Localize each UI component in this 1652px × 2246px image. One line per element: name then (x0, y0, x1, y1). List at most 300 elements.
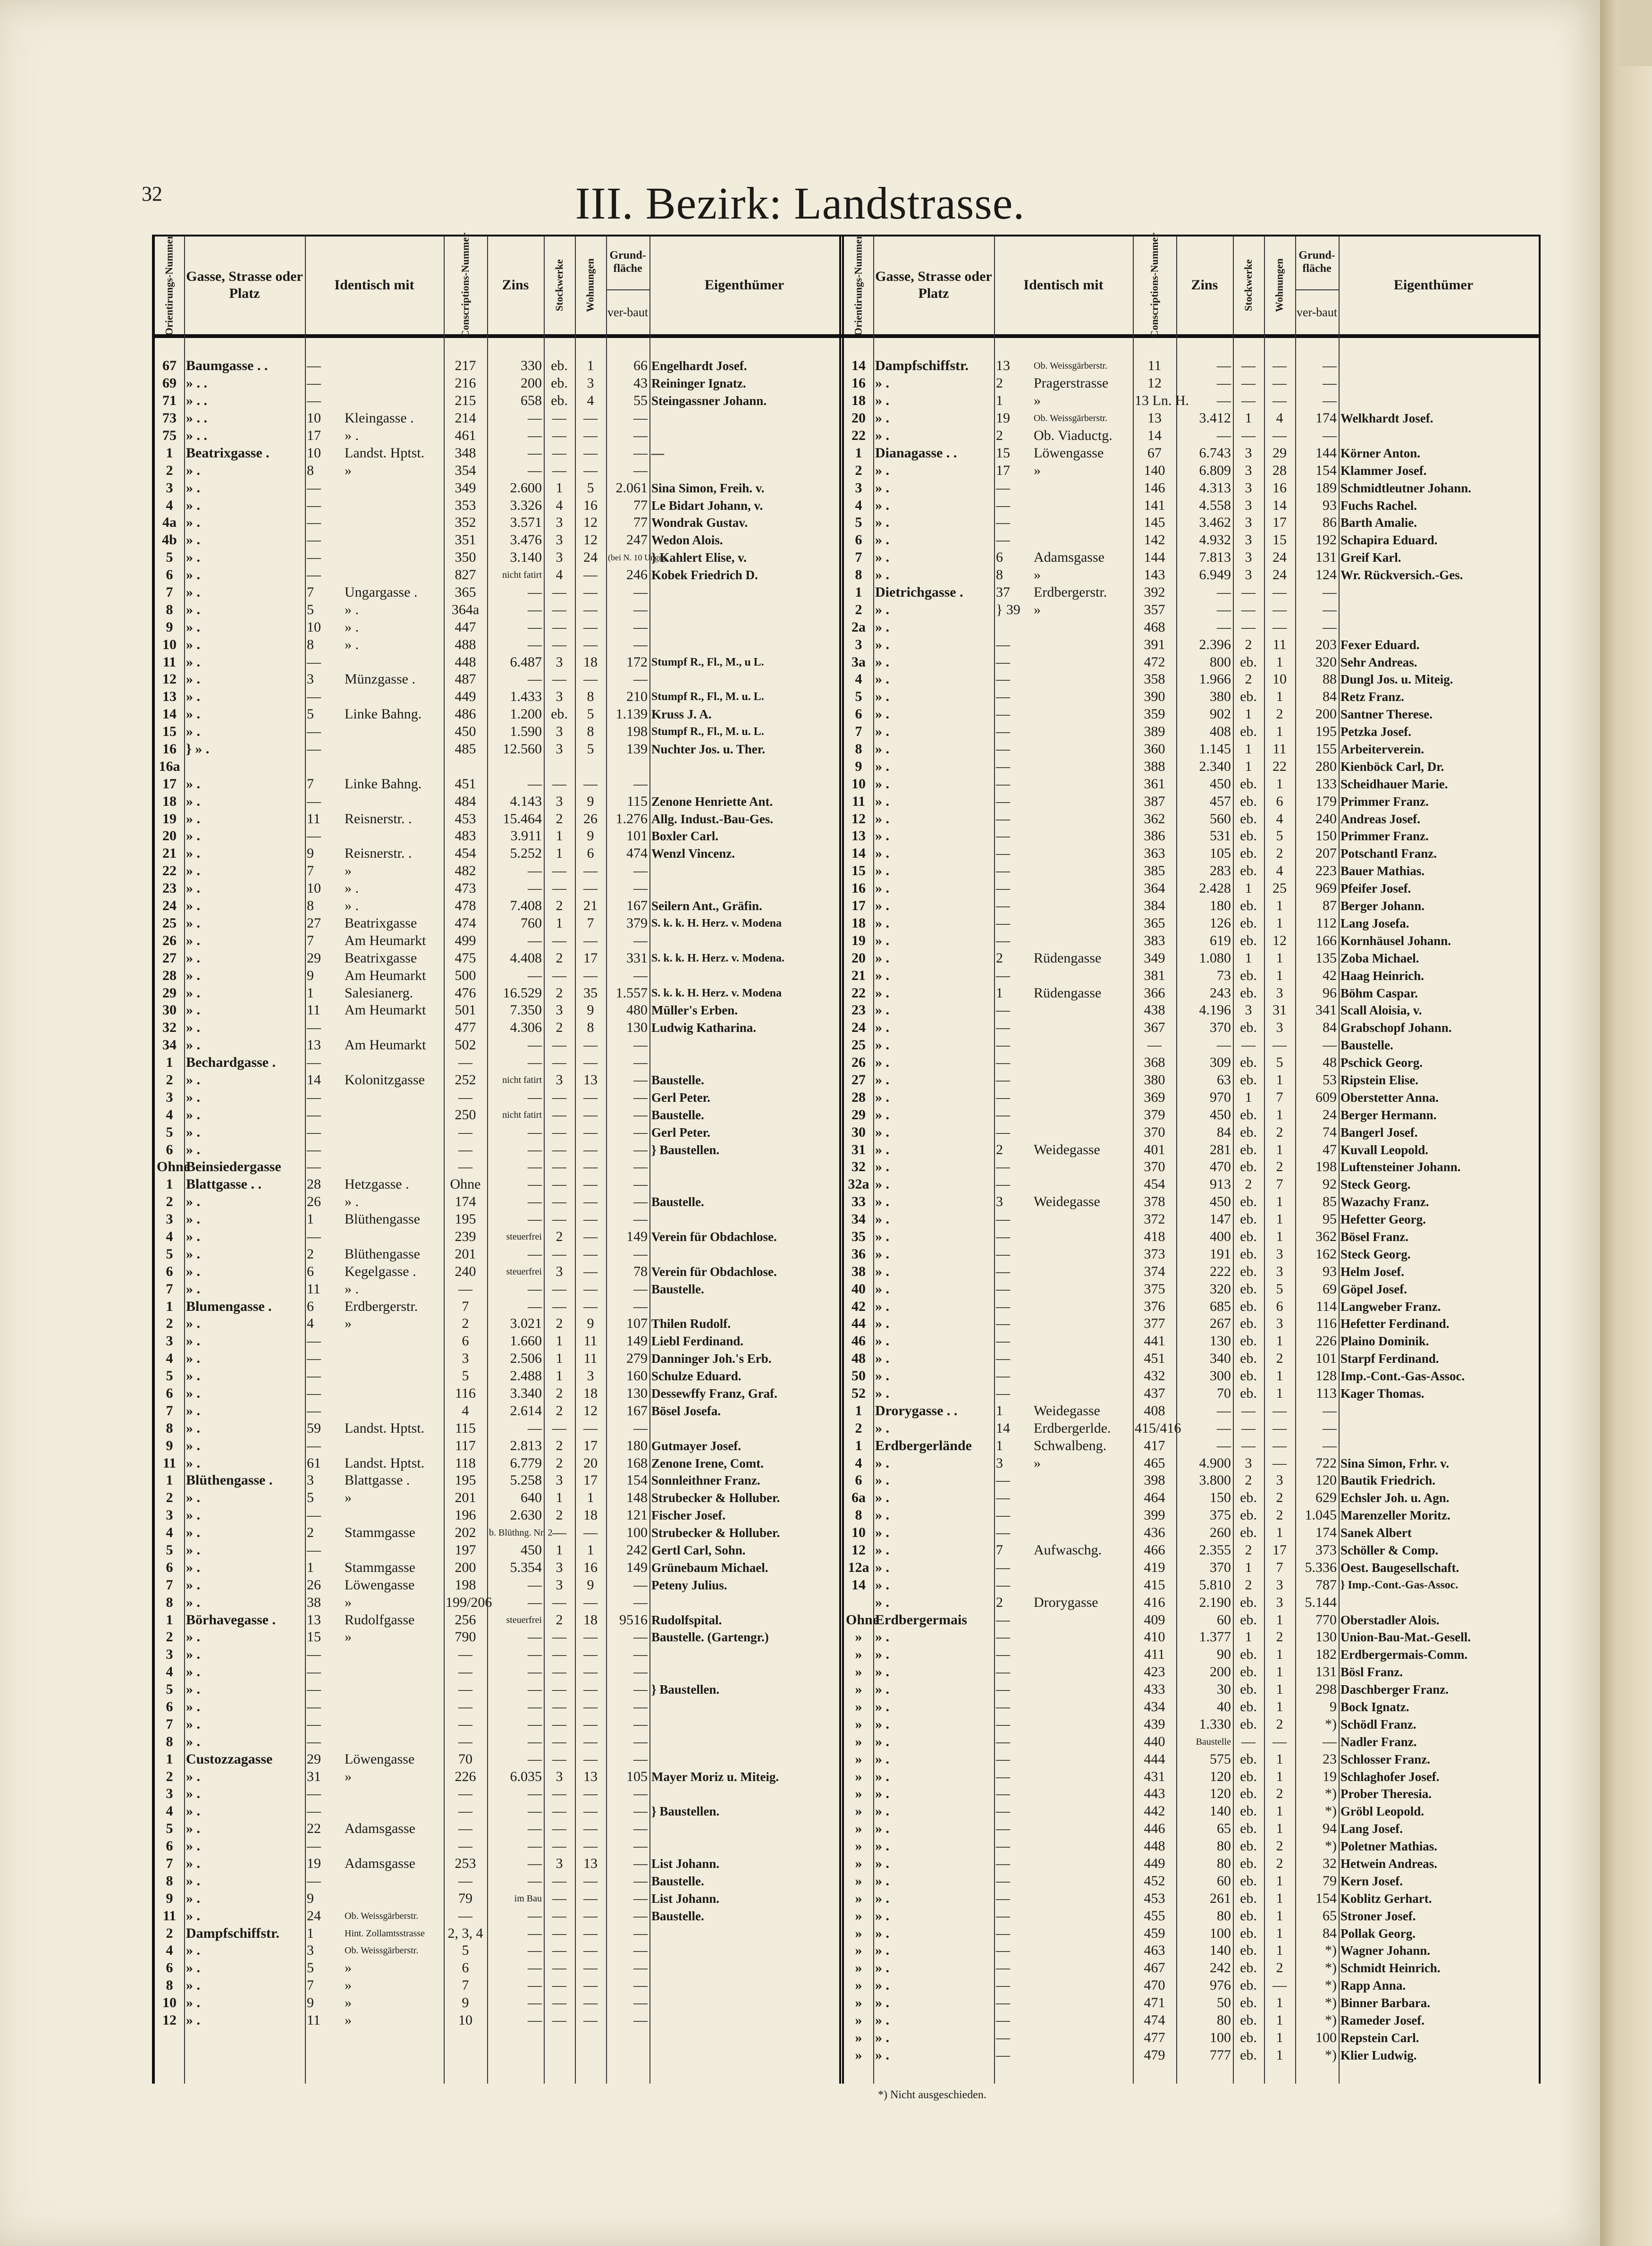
table-row (155, 1524, 839, 1542)
table-cell: 126 (1210, 915, 1231, 931)
table-cell: 502 (455, 1037, 476, 1053)
table-cell: — (996, 1559, 1010, 1575)
table-cell (1032, 1925, 1133, 1942)
table-cell: — (583, 1942, 598, 1959)
table-row (155, 2012, 839, 2029)
table-cell (649, 584, 839, 601)
table-cell: — (528, 1681, 542, 1697)
table-cell: 246 (626, 567, 648, 583)
table-cell: 6 (166, 1838, 173, 1854)
table-row (844, 1089, 1528, 1106)
table-cell: 2 (996, 375, 1003, 391)
table-cell: » . (875, 1960, 889, 1976)
table-cell: eb. (1240, 1194, 1257, 1210)
table-cell: Helm Josef. (1340, 1264, 1404, 1279)
table-cell: Wazachy Franz. (1340, 1195, 1429, 1209)
table-cell: 5 (1276, 1281, 1283, 1297)
table-cell: 330 (521, 358, 542, 374)
table-cell: 29 (851, 1106, 866, 1123)
table-cell: — (528, 1733, 542, 1749)
table-row (844, 532, 1528, 549)
table-cell: 3.476 (510, 532, 542, 548)
table-cell: 1 (1245, 950, 1252, 966)
table-cell: 3 (1276, 1246, 1283, 1262)
table-cell: 267 (1210, 1316, 1231, 1332)
table-cell: » (1034, 1455, 1041, 1471)
table-row (155, 549, 839, 566)
table-cell: » (855, 1977, 862, 1993)
table-cell: 1 (996, 985, 1003, 1001)
table-cell: — (552, 1106, 566, 1123)
table-cell: 26 (851, 1055, 866, 1071)
table-cell: » . (186, 1977, 200, 1993)
table-cell: 2 (1276, 1838, 1283, 1854)
table-cell: 215 (455, 393, 476, 409)
table-row (844, 1037, 1528, 1054)
table-cell: 12 (162, 2012, 177, 2028)
table-cell: 29 (1273, 445, 1287, 461)
table-cell: 10 (307, 410, 321, 426)
table-row (155, 1576, 839, 1594)
table-cell: 20 (851, 410, 866, 426)
table-cell: — (1273, 1420, 1287, 1436)
table-cell: 31 (307, 1768, 321, 1784)
table-cell (649, 671, 839, 688)
table-cell: 7 (1276, 1089, 1283, 1105)
table-cell: 19 (1323, 1768, 1337, 1784)
table-cell: — (583, 1037, 598, 1053)
table-cell: 360 (1144, 741, 1165, 757)
table-cell: eb. (1240, 1925, 1257, 1941)
table-row (155, 1385, 839, 1402)
table-cell: — (996, 706, 1010, 722)
table-cell: steuerfrei (506, 1266, 542, 1277)
table-cell: — (1323, 1420, 1337, 1436)
table-cell: 487 (455, 671, 476, 687)
table-cell: — (528, 1141, 542, 1157)
table-cell: 370 (1210, 1559, 1231, 1575)
table-cell: 4 (556, 497, 563, 513)
table-cell: 84 (1323, 1020, 1337, 1036)
table-cell (1032, 845, 1133, 862)
table-cell: 500 (455, 967, 476, 983)
table-cell (649, 1994, 839, 2012)
table-cell: 2 (1245, 1542, 1252, 1558)
table-cell: Blattgasse . . (186, 1176, 261, 1192)
table-cell: 59 (307, 1420, 321, 1436)
table-cell: — (583, 1786, 598, 1802)
table-cell: Retz Franz. (1340, 690, 1404, 704)
table-cell: 398 (1144, 1472, 1165, 1488)
table-cell: » . (875, 1176, 889, 1192)
table-cell: — (583, 1281, 598, 1297)
table-cell: — (552, 967, 566, 983)
table-cell: 65 (1323, 1908, 1337, 1924)
table-cell: 3.412 (1199, 410, 1231, 426)
table-cell: eb. (1240, 1072, 1257, 1088)
table-cell: 2.488 (510, 1368, 542, 1384)
left-header-conscription (444, 232, 487, 338)
table-cell: 242 (1210, 1960, 1231, 1976)
table-cell: 1.200 (510, 706, 542, 722)
table-row (844, 392, 1528, 410)
table-cell (1032, 775, 1133, 793)
table-cell: Löwengasse (345, 1751, 415, 1767)
table-cell: — (307, 1786, 321, 1802)
table-cell: — (583, 1228, 598, 1244)
table-cell: — (996, 1228, 1010, 1244)
table-cell: 28 (307, 1176, 321, 1192)
right-header-floors (1233, 236, 1264, 334)
table-row (844, 1228, 1528, 1246)
table-cell: 240 (1315, 811, 1337, 827)
table-cell: » . (875, 1246, 889, 1262)
table-cell: 3 (462, 1351, 469, 1367)
table-cell: 4.196 (1199, 1002, 1231, 1018)
table-cell: — (996, 1908, 1010, 1924)
table-cell: — (633, 1977, 648, 1993)
table-cell (649, 1298, 839, 1315)
table-cell: 10 (851, 776, 866, 792)
table-cell: 4 (166, 1351, 173, 1367)
table-cell: — (996, 1838, 1010, 1854)
table-cell: 3 (166, 1647, 173, 1663)
table-cell: 1 (1276, 689, 1283, 705)
table-cell: — (996, 1385, 1010, 1401)
table-cell: — (996, 811, 1010, 827)
table-cell: 474 (1144, 2012, 1165, 2028)
table-cell: 431 (1144, 1768, 1165, 1784)
table-cell: 279 (626, 1351, 648, 1367)
table-cell: — (633, 1281, 648, 1297)
table-cell: 3 (1276, 1472, 1283, 1488)
table-cell: 195 (1315, 724, 1337, 740)
table-row (155, 845, 839, 862)
table-cell: Fischer Josef. (651, 1508, 725, 1523)
table-cell: » . (875, 1977, 889, 1993)
table-cell (649, 618, 839, 636)
table-cell: 8 (855, 1507, 862, 1523)
table-cell: 13 (307, 1037, 321, 1053)
table-cell: 4 (462, 1402, 469, 1419)
table-cell: Danninger Joh.'s Erb. (651, 1351, 772, 1366)
table-cell: » . (345, 898, 359, 914)
table-cell: — (996, 1176, 1010, 1192)
table-cell (343, 741, 444, 758)
table-cell: 408 (1144, 1402, 1165, 1419)
table-cell: — (1273, 619, 1287, 635)
table-cell: 1 (1276, 898, 1283, 914)
table-cell: » (1034, 567, 1041, 583)
table-cell: » . (186, 1089, 200, 1105)
table-cell: 375 (1144, 1281, 1165, 1297)
table-cell: — (996, 967, 1010, 983)
table-cell: — (552, 462, 566, 478)
table-cell: — (307, 1055, 321, 1071)
table-cell: eb. (1240, 1664, 1257, 1680)
table-cell (649, 1663, 839, 1681)
table-cell: 149 (626, 1333, 648, 1349)
right-header-apartments-label: Wohnungen (1273, 258, 1285, 312)
table-row (844, 1890, 1528, 1907)
table-row (155, 775, 839, 793)
table-cell: 389 (1144, 724, 1165, 740)
table-cell: 3 (166, 480, 173, 496)
table-cell: Kern Josef. (1340, 1874, 1403, 1888)
table-cell: Am Heumarkt (345, 1037, 426, 1053)
table-cell: — (633, 445, 648, 461)
table-cell: 3 (556, 1768, 563, 1784)
table-cell: 6 (855, 1472, 862, 1488)
table-cell: — (528, 1055, 542, 1071)
table-cell: 3.340 (510, 1385, 542, 1401)
table-cell: — (552, 445, 566, 461)
table-cell: 340 (1210, 1351, 1231, 1367)
table-cell: 2 (166, 1316, 173, 1332)
table-cell: 9516 (619, 1612, 648, 1628)
right-header-conscription (1133, 232, 1176, 338)
table-cell: 1 (1276, 1925, 1283, 1941)
table-cell: 281 (1210, 1141, 1231, 1157)
table-cell: 6a (851, 1490, 866, 1506)
table-cell: — (996, 1681, 1010, 1697)
table-cell: — (583, 1977, 598, 1993)
table-row (155, 584, 839, 601)
table-row (844, 845, 1528, 862)
table-cell (1032, 1263, 1133, 1280)
table-cell: » . (875, 1681, 889, 1697)
table-row (844, 1507, 1528, 1524)
table-cell: 2 (556, 1228, 563, 1244)
table-cell: 381 (1144, 967, 1165, 983)
table-cell: Thilen Rudolf. (651, 1317, 731, 1331)
table-cell: 9 (307, 967, 314, 983)
table-cell: — (583, 601, 598, 617)
table-cell: — (996, 1942, 1010, 1959)
table-cell: 17 (583, 1472, 598, 1488)
table-cell: 29 (307, 1751, 321, 1767)
table-cell: — (1323, 428, 1337, 443)
table-cell: » . (875, 1647, 889, 1663)
table-cell: » . (875, 393, 889, 409)
table-cell: 416 (1144, 1594, 1165, 1610)
table-cell: 3 (166, 1786, 173, 1802)
table-cell: » . (875, 2029, 889, 2045)
table-cell: 5.258 (510, 1472, 542, 1488)
table-cell: S. k. k. H. Herz. v. Modena (651, 987, 782, 999)
table-cell: Rameder Josef. (1340, 2013, 1424, 2028)
table-cell: » . (875, 880, 889, 896)
table-cell: — (583, 1106, 598, 1123)
table-row (844, 1907, 1528, 1925)
table-cell: 26 (307, 1194, 321, 1210)
table-cell: 80 (1217, 2012, 1231, 2028)
table-cell: 9 (166, 1890, 173, 1906)
table-cell: — (996, 636, 1010, 652)
table-cell (343, 1333, 444, 1350)
table-cell: 11 (583, 1333, 598, 1349)
table-cell: Bösl Franz. (1340, 1665, 1403, 1680)
table-cell: 7 (166, 1281, 173, 1297)
table-cell: Plaino Dominik. (1340, 1334, 1429, 1349)
table-row (844, 827, 1528, 845)
left-header-ordnum-label: Orientirungs-Nummer (163, 235, 175, 336)
table-cell: Schöller & Comp. (1340, 1543, 1439, 1557)
table-cell: 71 (162, 393, 177, 409)
table-cell (343, 1106, 444, 1123)
table-cell: 13 (996, 358, 1010, 374)
table-cell: 6 (166, 1699, 173, 1715)
table-cell: 5 (855, 515, 862, 531)
table-row (844, 984, 1528, 1002)
table-cell: 3 (1276, 1020, 1283, 1036)
table-cell: — (552, 1664, 566, 1680)
table-cell: 70 (458, 1751, 472, 1767)
table-cell: — (583, 584, 598, 600)
table-cell: 1 (1276, 1908, 1283, 1924)
table-cell: — (1217, 619, 1231, 635)
table-cell: — (583, 1873, 598, 1889)
table-cell: — (996, 1211, 1010, 1227)
table-cell: 20 (851, 950, 866, 966)
table-cell: — (552, 1037, 566, 1053)
table-cell: » . (186, 1542, 200, 1558)
table-cell: » . (186, 1141, 200, 1157)
table-cell: Löwengasse (1034, 445, 1104, 461)
table-cell: » . (875, 845, 889, 861)
table-row (844, 497, 1528, 514)
table-cell: 3 (1245, 1002, 1252, 1018)
left-header-apartments-label: Wohnungen (584, 258, 596, 312)
page-edge (1600, 0, 1652, 2246)
table-cell: Baustelle. (651, 1282, 704, 1296)
table-cell: — (583, 1159, 598, 1175)
table-row (844, 1402, 1528, 1419)
table-cell: 2 (556, 1402, 563, 1419)
table-row (844, 1489, 1528, 1507)
table-cell: » (345, 1490, 352, 1506)
table-cell: 154 (626, 1472, 648, 1488)
table-cell: 199/206 (446, 1594, 492, 1610)
table-row (155, 532, 839, 549)
table-cell: » . (875, 758, 889, 774)
table-cell: 441 (1144, 1333, 1165, 1349)
table-cell (1032, 1663, 1133, 1681)
table-cell: — (583, 1890, 598, 1906)
table-cell: 12 (1147, 375, 1162, 391)
table-row (155, 444, 839, 462)
table-cell: » . (875, 724, 889, 740)
table-cell: 1 (1245, 1629, 1252, 1645)
table-cell: Erdbergerstr. (1034, 584, 1107, 600)
table-row (155, 1263, 839, 1280)
table-cell: 32 (1323, 1856, 1337, 1872)
table-row (844, 1123, 1528, 1141)
table-cell: — (528, 1176, 542, 1192)
table-cell (649, 1925, 839, 1942)
table-cell: 800 (1210, 654, 1231, 670)
table-cell: 370 (1144, 1159, 1165, 1175)
table-cell: » . (875, 689, 889, 705)
right-half (844, 232, 1541, 2084)
table-cell: — (528, 445, 542, 461)
table-cell: 26 (307, 1577, 321, 1593)
table-cell: » . (186, 1002, 200, 1018)
table-row (155, 357, 839, 375)
table-cell (1032, 1820, 1133, 1838)
table-cell: 450 (1210, 1194, 1231, 1210)
table-cell: — (996, 915, 1010, 931)
table-cell (1032, 671, 1133, 688)
table-cell: 30 (162, 1002, 177, 1018)
table-cell: 154 (1315, 462, 1337, 478)
table-row (155, 1959, 839, 1977)
table-cell: — (633, 1420, 648, 1436)
table-cell: eb. (1240, 1699, 1257, 1715)
table-cell: » . (186, 2012, 200, 2028)
table-cell (343, 549, 444, 566)
table-cell: — (996, 1768, 1010, 1784)
table-row (844, 1715, 1528, 1733)
table-row (155, 706, 839, 723)
table-cell: 67 (162, 358, 177, 374)
table-row (844, 1803, 1528, 1820)
table-cell: 6 (1276, 1298, 1283, 1314)
table-cell (1032, 1629, 1133, 1646)
table-cell: *) (1325, 2047, 1337, 2063)
table-cell: 2 (1276, 1629, 1283, 1645)
table-cell: » . (186, 497, 200, 513)
table-cell (1032, 1037, 1133, 1054)
table-cell: 411 (1144, 1647, 1165, 1663)
table-cell: 470 (1144, 1977, 1165, 1993)
table-cell: — (552, 1942, 566, 1959)
table-cell: Blüthengasse (345, 1246, 420, 1262)
table-cell: 320 (1210, 1281, 1231, 1297)
table-row (844, 462, 1528, 479)
table-cell: » . (186, 828, 200, 844)
table-cell: 6 (166, 1559, 173, 1575)
table-cell: 14 (851, 1577, 866, 1593)
table-cell: Engelhardt Josef. (651, 359, 747, 373)
table-cell: 4.558 (1199, 497, 1231, 513)
table-cell (487, 758, 544, 775)
table-cell: » . (186, 1037, 200, 1053)
table-cell: 2 (1245, 1577, 1252, 1593)
table-cell: 415/416 (1135, 1420, 1181, 1436)
table-cell: — (1273, 375, 1287, 391)
table-cell: 438 (1144, 1002, 1165, 1018)
right-header-identical-label: Identisch mit (1023, 277, 1104, 293)
table-cell: — (552, 1298, 566, 1314)
table-cell: 5 (1276, 828, 1283, 844)
table-cell: — (552, 2012, 566, 2028)
table-row (155, 1890, 839, 1907)
table-cell: 3 (166, 1507, 173, 1523)
table-cell: 3 (556, 1856, 563, 1872)
table-cell: 482 (455, 863, 476, 879)
table-cell: 2.428 (1199, 880, 1231, 896)
table-cell: 1 (1276, 776, 1283, 792)
table-cell: eb. (1240, 1942, 1257, 1959)
table-cell: — (996, 1281, 1010, 1297)
table-row (844, 1785, 1528, 1803)
table-cell: 174 (1315, 1525, 1337, 1541)
table-cell: Ob. Weissgärberstr. (345, 1910, 419, 1921)
table-cell: 201 (455, 1490, 476, 1506)
table-cell (1032, 1872, 1133, 1890)
table-cell: » (345, 1977, 352, 1993)
